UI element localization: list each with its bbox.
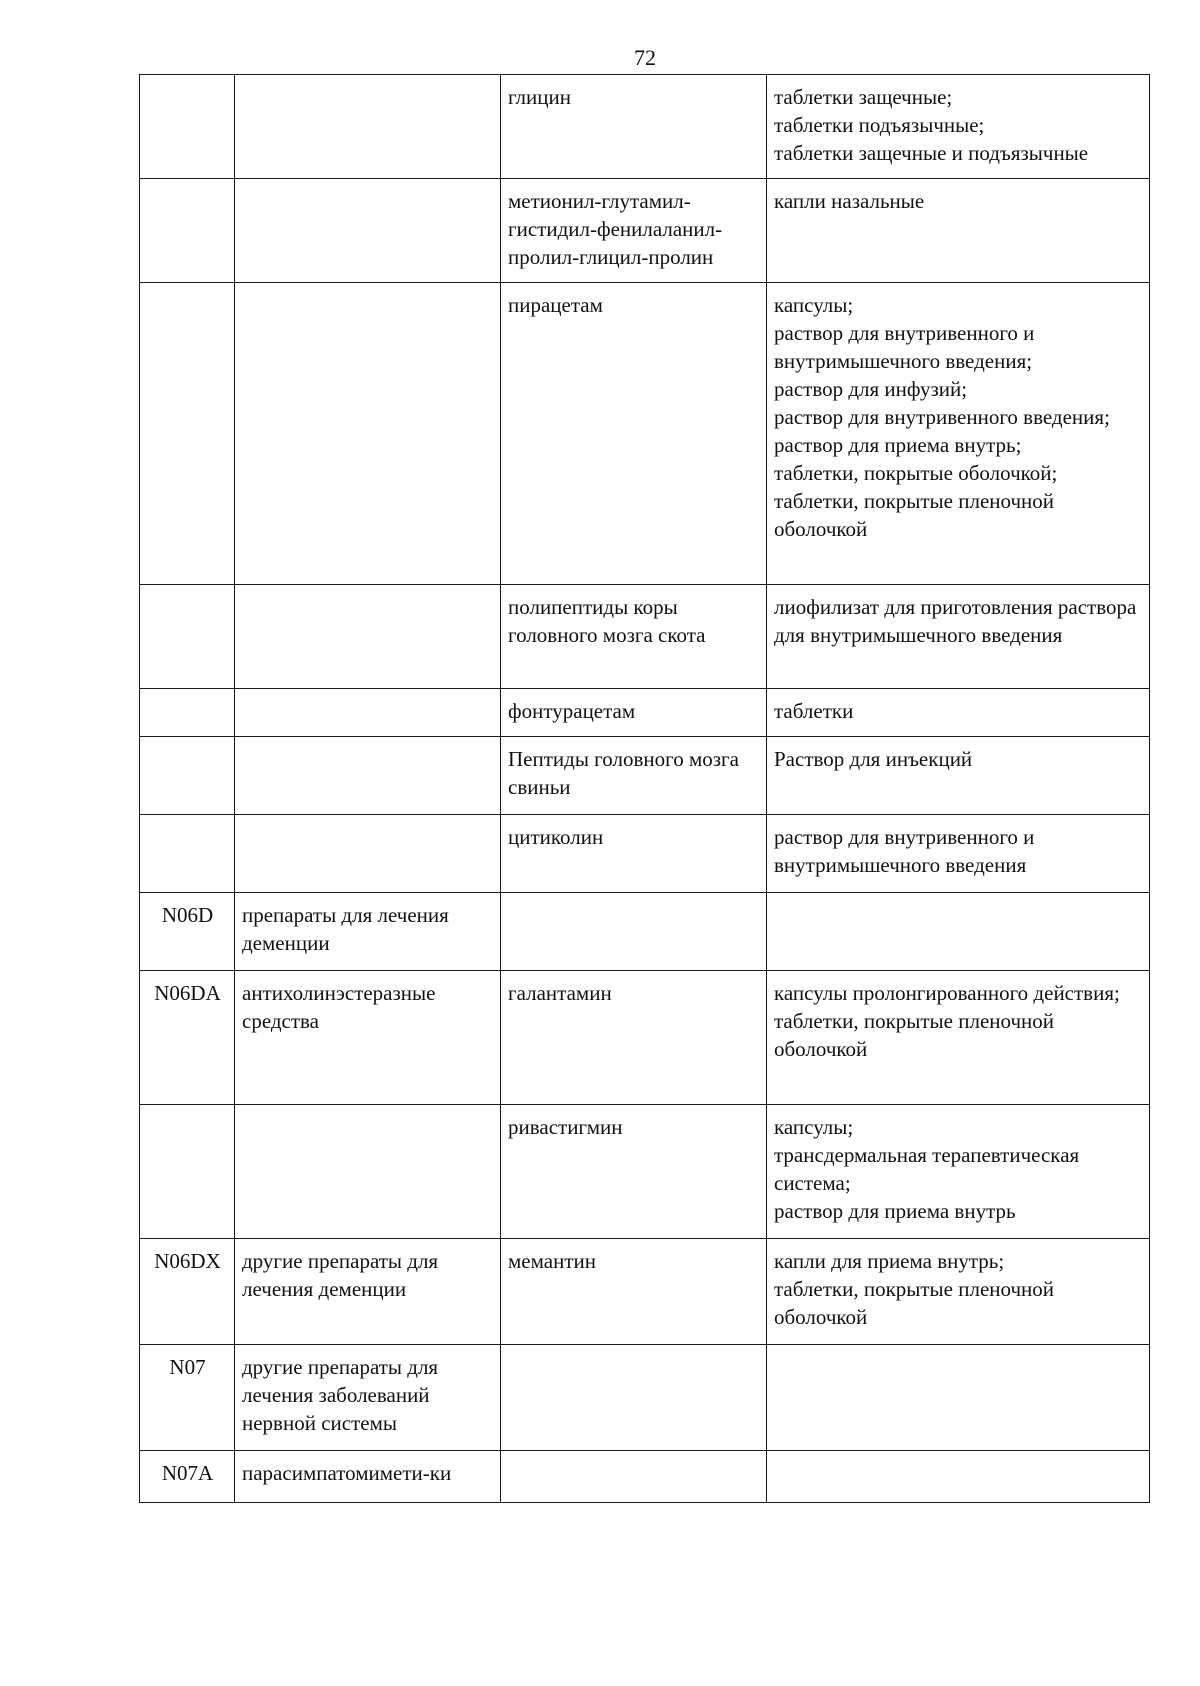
dosage-form-cell: таблетки защечные; таблетки подъязычные; таблетки защечные и подъязычные xyxy=(767,75,1150,179)
group-cell xyxy=(235,75,501,179)
dosage-form-cell: капсулы; трансдермальная терапевтическая система; раствор для приема внутрь xyxy=(767,1105,1150,1239)
table-row xyxy=(140,179,1150,283)
atc-code-cell: N07A xyxy=(140,1451,235,1503)
drug-table xyxy=(139,74,1150,1503)
drug-name-cell: глицин xyxy=(501,75,767,179)
drug-name-cell: цитиколин xyxy=(501,815,767,893)
group-cell: парасимпатомимети-ки xyxy=(235,1451,501,1503)
dosage-form-cell: капли для приема внутрь; таблетки, покрытые пленочной оболочкой xyxy=(767,1239,1150,1345)
drug-name-cell: фонтурацетам xyxy=(501,689,767,737)
dosage-form-cell: капсулы пролонгированного действия; таблетки, покрытые пленочной оболочкой xyxy=(767,971,1150,1105)
group-cell: другие препараты для лечения заболеваний нервной системы xyxy=(235,1345,501,1451)
table-row xyxy=(140,971,1150,1105)
drug-name-cell: мемантин xyxy=(501,1239,767,1345)
group-cell xyxy=(235,815,501,893)
atc-code-cell xyxy=(140,815,235,893)
dosage-form-cell: лиофилизат для приготовления раствора для внутримышечного введения xyxy=(767,585,1150,689)
table-row xyxy=(140,1105,1150,1239)
table-row xyxy=(140,815,1150,893)
drug-name-cell xyxy=(501,1451,767,1503)
drug-name-cell: ривастигмин xyxy=(501,1105,767,1239)
group-cell xyxy=(235,689,501,737)
atc-code-cell: N06DA xyxy=(140,971,235,1105)
atc-code-cell xyxy=(140,75,235,179)
atc-code-cell: N07 xyxy=(140,1345,235,1451)
group-cell: препараты для лечения деменции xyxy=(235,893,501,971)
dosage-form-cell: капсулы; раствор для внутривенного и внутримышечного введения; раствор для инфузий; раствор для внутривенного введения; раствор для приема внутрь; таблетки, покрытые оболочкой; таблетки, покрытые пленочной оболочкой xyxy=(767,283,1150,585)
table-row xyxy=(140,689,1150,737)
dosage-form-cell xyxy=(767,893,1150,971)
dosage-form-cell: таблетки xyxy=(767,689,1150,737)
atc-code-cell: N06DX xyxy=(140,1239,235,1345)
group-cell xyxy=(235,1105,501,1239)
drug-name-cell xyxy=(501,1345,767,1451)
group-cell xyxy=(235,179,501,283)
dosage-form-cell xyxy=(767,1345,1150,1451)
atc-code-cell xyxy=(140,179,235,283)
group-cell xyxy=(235,283,501,585)
table-row xyxy=(140,75,1150,179)
group-cell xyxy=(235,737,501,815)
table-row xyxy=(140,585,1150,689)
drug-name-cell: полипептиды коры головного мозга скота xyxy=(501,585,767,689)
table-row xyxy=(140,1239,1150,1345)
table-row xyxy=(140,1345,1150,1451)
table-row xyxy=(140,283,1150,585)
atc-code-cell xyxy=(140,283,235,585)
atc-code-cell: N06D xyxy=(140,893,235,971)
dosage-form-cell: Раствор для инъекций xyxy=(767,737,1150,815)
table-row xyxy=(140,737,1150,815)
atc-code-cell xyxy=(140,585,235,689)
group-cell: другие препараты для лечения деменции xyxy=(235,1239,501,1345)
group-cell: антихолинэстеразные средства xyxy=(235,971,501,1105)
atc-code-cell xyxy=(140,689,235,737)
table-row xyxy=(140,893,1150,971)
drug-name-cell: пирацетам xyxy=(501,283,767,585)
dosage-form-cell: раствор для внутривенного и внутримышечного введения xyxy=(767,815,1150,893)
atc-code-cell xyxy=(140,737,235,815)
dosage-form-cell: капли назальные xyxy=(767,179,1150,283)
drug-name-cell: Пептиды головного мозга свиньи xyxy=(501,737,767,815)
drug-name-cell xyxy=(501,893,767,971)
group-cell xyxy=(235,585,501,689)
table-row xyxy=(140,1451,1150,1503)
atc-code-cell xyxy=(140,1105,235,1239)
page-number: 72 xyxy=(634,45,656,70)
dosage-form-cell xyxy=(767,1451,1150,1503)
drug-name-cell: метионил-глутамил- гистидил-фенилаланил- пролил-глицил-пролин xyxy=(501,179,767,283)
drug-name-cell: галантамин xyxy=(501,971,767,1105)
